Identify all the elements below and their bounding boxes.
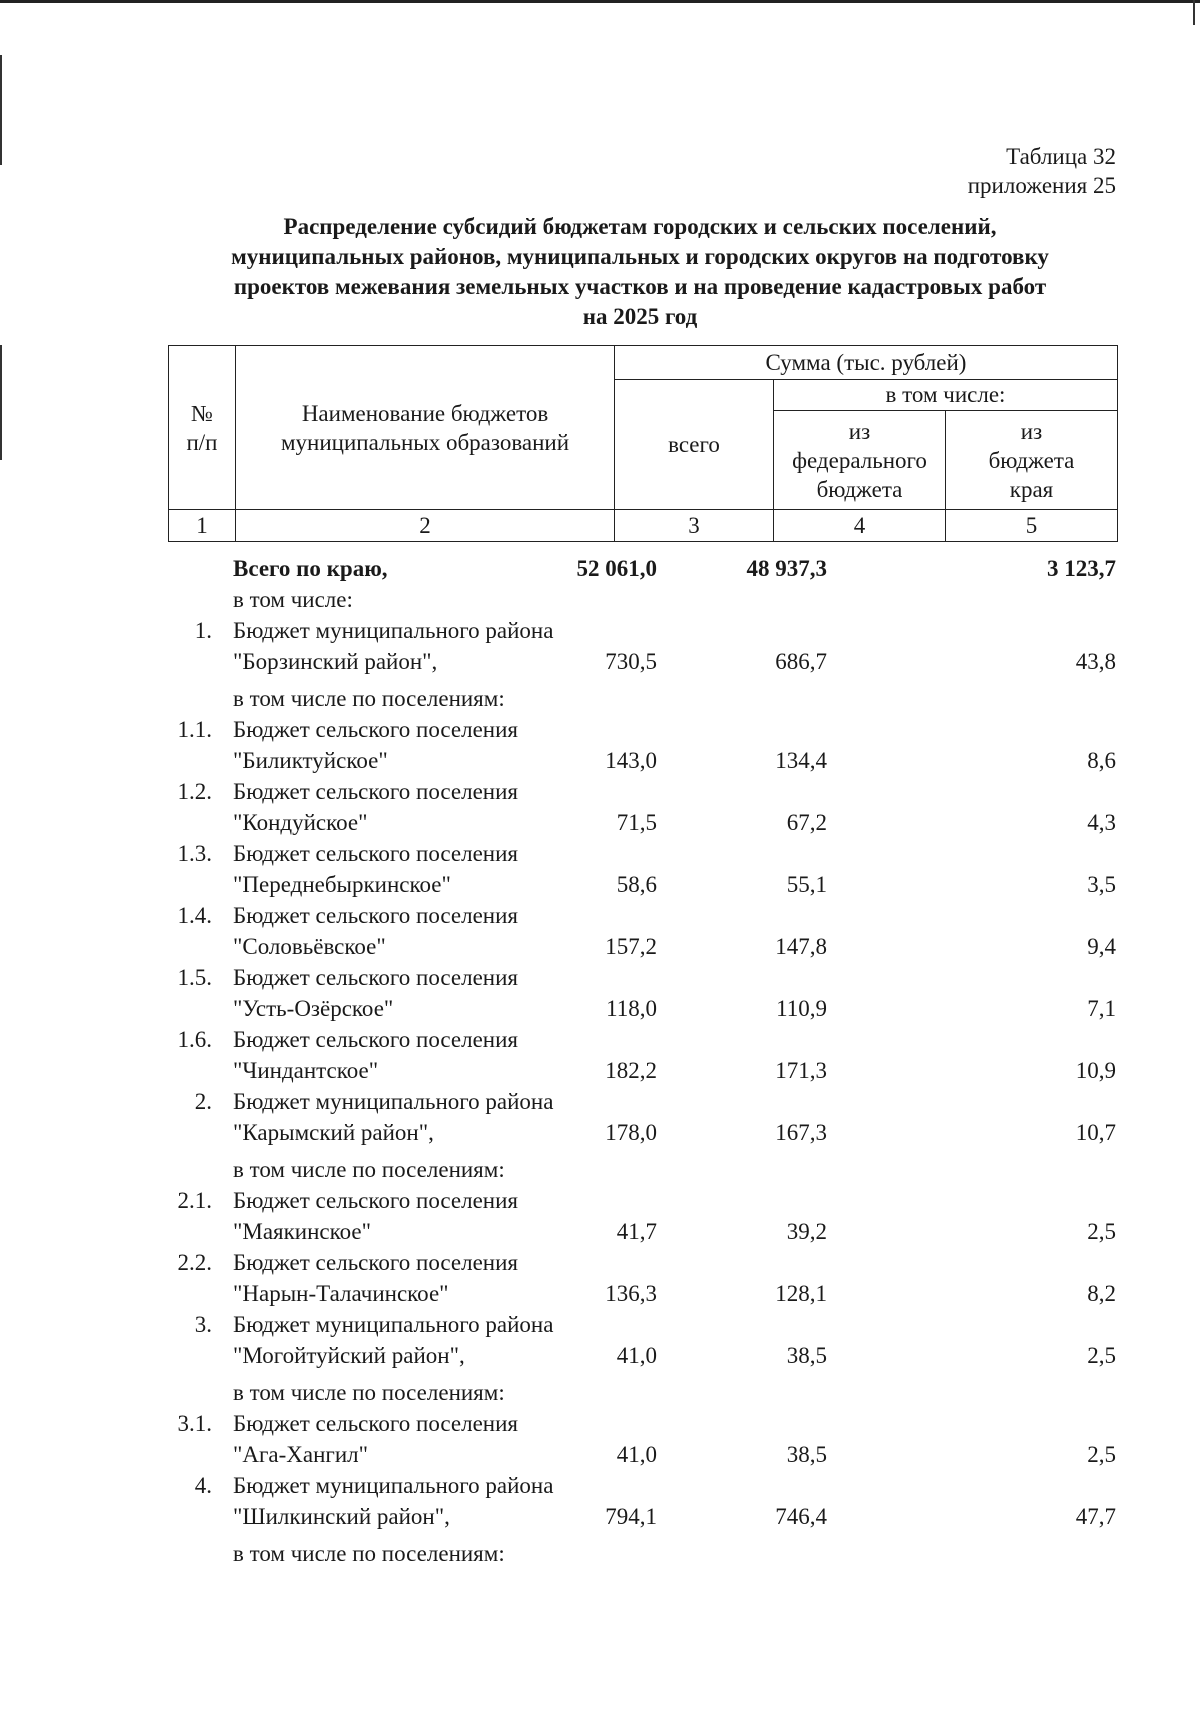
row-name: [233, 615, 613, 677]
appendix-number: приложения 25: [967, 173, 1116, 198]
table-body: [168, 553, 1117, 1569]
table-row: [168, 683, 1117, 714]
row-number: 2.1.: [177, 1188, 212, 1213]
table-row: [168, 1377, 1117, 1408]
table-row: [168, 1247, 1117, 1309]
value-total: 41,0: [616, 1442, 657, 1467]
row-name-line: "Карымский район",: [233, 1120, 434, 1145]
value-federal: 171,3: [775, 1058, 827, 1083]
row-name-line: "Борзинский район",: [233, 649, 438, 674]
value-total: 157,2: [605, 934, 657, 959]
value-federal: 38,5: [786, 1442, 827, 1467]
row-name-line: в том числе по поселениям:: [233, 1380, 505, 1405]
value-regional: 2,5: [1087, 1343, 1116, 1368]
value-federal: 38,5: [786, 1343, 827, 1368]
value-federal: 48 937,3: [746, 556, 827, 581]
value-federal: 67,2: [786, 810, 827, 835]
table-row: [168, 714, 1117, 776]
row-number: 1.3.: [177, 841, 212, 866]
value-federal: 39,2: [786, 1219, 827, 1244]
value-total: 71,5: [616, 810, 657, 835]
row-name: [233, 962, 613, 1024]
row-name-line: "Биликтуйское": [233, 748, 388, 773]
row-name: [233, 1538, 613, 1569]
value-federal: 746,4: [775, 1504, 827, 1529]
table-row: [168, 1309, 1117, 1371]
table-row: [168, 838, 1117, 900]
value-regional: 2,5: [1087, 1219, 1116, 1244]
value-regional: 43,8: [1075, 649, 1116, 674]
row-name-line: "Ага-Хангил": [233, 1442, 369, 1467]
row-number: 1.: [194, 618, 212, 643]
row-name: [233, 1185, 613, 1247]
row-name-line: Бюджет сельского поселения: [233, 1411, 518, 1436]
row-name-line: в том числе по поселениям:: [233, 686, 505, 711]
row-number: 3.: [194, 1312, 212, 1337]
row-name-line: Бюджет муниципального района: [233, 1473, 554, 1498]
value-total: 794,1: [605, 1504, 657, 1529]
row-name-line: Бюджет муниципального района: [233, 618, 554, 643]
value-federal: 167,3: [775, 1120, 827, 1145]
value-regional: 3 123,7: [1047, 556, 1116, 581]
row-name-line: Бюджет сельского поселения: [233, 1027, 518, 1052]
value-total: 136,3: [605, 1281, 657, 1306]
row-name-line: Бюджет сельского поселения: [233, 841, 518, 866]
row-name-line: Бюджет сельского поселения: [233, 1188, 518, 1213]
value-regional: 10,9: [1075, 1058, 1116, 1083]
column-number: 2: [236, 510, 615, 542]
row-name: [233, 1024, 613, 1086]
row-number: 1.1.: [177, 717, 212, 742]
table-row: [168, 1086, 1117, 1148]
row-name-line: Всего по краю,: [233, 556, 388, 581]
table-row: [168, 1470, 1117, 1532]
row-name-line: "Соловьёвское": [233, 934, 386, 959]
row-name: [233, 1377, 613, 1408]
column-numbers-row: [169, 510, 1118, 542]
row-name: [233, 900, 613, 962]
row-name-line: "Усть-Озёрское": [233, 996, 394, 1021]
table-row: [168, 1154, 1117, 1185]
table-row: [168, 615, 1117, 677]
table-number: Таблица 32: [1006, 144, 1116, 169]
value-regional: 4,3: [1087, 810, 1116, 835]
row-name-line: "Нарын-Талачинское": [233, 1281, 449, 1306]
row-name: [233, 584, 613, 615]
column-number: 4: [774, 510, 946, 542]
row-name: [233, 714, 613, 776]
value-federal: 128,1: [775, 1281, 827, 1306]
value-total: 118,0: [606, 996, 657, 1021]
value-federal: 110,9: [776, 996, 827, 1021]
row-name-line: "Переднебыркинское": [233, 872, 451, 897]
row-name-line: в том числе по поселениям:: [233, 1157, 505, 1182]
title-line: проектов межевания земельных участков и на проведение кадастровых работ: [233, 274, 1047, 299]
table-row: [168, 1024, 1117, 1086]
row-name-line: Бюджет муниципального района: [233, 1089, 554, 1114]
table-row: [168, 584, 1117, 615]
row-name-line: в том числе по поселениям:: [233, 1541, 505, 1566]
row-name: [233, 1154, 613, 1185]
scan-top-edge: [0, 0, 1200, 3]
value-federal: 134,4: [775, 748, 827, 773]
row-name-line: Бюджет сельского поселения: [233, 965, 518, 990]
row-name: [233, 683, 613, 714]
title-line: на 2025 год: [582, 304, 698, 329]
value-regional: 9,4: [1087, 934, 1116, 959]
value-total: 41,7: [616, 1219, 657, 1244]
row-number: 1.2.: [177, 779, 212, 804]
row-name: [233, 1309, 613, 1371]
value-total: 178,0: [605, 1120, 657, 1145]
value-total: 143,0: [605, 748, 657, 773]
value-regional: 3,5: [1087, 872, 1116, 897]
row-name-line: "Могойтуйский район",: [233, 1343, 465, 1368]
header-including: в том числе:: [774, 379, 1118, 410]
value-regional: 2,5: [1087, 1442, 1116, 1467]
table-row: [168, 1408, 1117, 1470]
header-sum: Сумма (тыс. рублей): [615, 346, 1118, 380]
row-name: [233, 1247, 613, 1309]
table-row: [168, 776, 1117, 838]
row-name-line: "Маякинское": [233, 1219, 372, 1244]
value-regional: 47,7: [1075, 1504, 1116, 1529]
header-regional: из бюджета края: [946, 410, 1118, 510]
row-name-line: "Шилкинский район",: [233, 1504, 450, 1529]
value-regional: 8,2: [1087, 1281, 1116, 1306]
row-name-line: Бюджет муниципального района: [233, 1312, 554, 1337]
scan-left-mark: [0, 345, 2, 460]
row-name-line: Бюджет сельского поселения: [233, 1250, 518, 1275]
table-row: [168, 1185, 1117, 1247]
value-total: 58,6: [616, 872, 657, 897]
row-name: [233, 553, 613, 584]
column-number: 1: [169, 510, 236, 542]
header-federal: из федерального бюджета: [774, 410, 946, 510]
row-number: 1.4.: [177, 903, 212, 928]
value-federal: 147,8: [775, 934, 827, 959]
value-total: 730,5: [605, 649, 657, 674]
table-row: [168, 900, 1117, 962]
column-number: 3: [615, 510, 774, 542]
scan-right-mark: [1193, 0, 1195, 25]
title-line: муниципальных районов, муниципальных и городских округов на подготовку: [231, 244, 1049, 269]
value-total: 41,0: [616, 1343, 657, 1368]
value-regional: 8,6: [1087, 748, 1116, 773]
row-name-line: "Чиндантское": [233, 1058, 379, 1083]
value-total: 182,2: [605, 1058, 657, 1083]
header-name: Наименование бюджетов муниципальных образований: [236, 346, 615, 510]
table-row: [168, 1538, 1117, 1569]
row-number: 1.5.: [177, 965, 212, 990]
table-row: [168, 962, 1117, 1024]
document-title: [165, 212, 1115, 332]
row-number: 2.: [194, 1089, 212, 1114]
row-name: [233, 1086, 613, 1148]
row-number: 2.2.: [177, 1250, 212, 1275]
value-total: 52 061,0: [576, 556, 657, 581]
row-number: 3.1.: [177, 1411, 212, 1436]
row-name-line: Бюджет сельского поселения: [233, 903, 518, 928]
value-regional: 10,7: [1075, 1120, 1116, 1145]
row-name: [233, 1408, 613, 1470]
title-line: Распределение субсидий бюджетам городских и сельских поселений,: [283, 214, 997, 239]
row-name: [233, 1470, 613, 1532]
value-federal: 55,1: [786, 872, 827, 897]
column-number: 5: [946, 510, 1118, 542]
row-name-line: Бюджет сельского поселения: [233, 717, 518, 742]
table-reference: [816, 142, 1116, 200]
row-number: 1.6.: [177, 1027, 212, 1052]
table-row: [168, 553, 1117, 584]
row-name: [233, 776, 613, 838]
row-number: 4.: [194, 1473, 212, 1498]
value-regional: 7,1: [1087, 996, 1116, 1021]
scan-left-mark: [0, 55, 2, 165]
row-name-line: "Кондуйское": [233, 810, 368, 835]
header-num: № п/п: [169, 346, 236, 510]
header-total: всего: [615, 379, 774, 510]
row-name-line: в том числе:: [233, 587, 353, 612]
row-name-line: Бюджет сельского поселения: [233, 779, 518, 804]
value-federal: 686,7: [775, 649, 827, 674]
table-header: [168, 345, 1117, 542]
row-name: [233, 838, 613, 900]
